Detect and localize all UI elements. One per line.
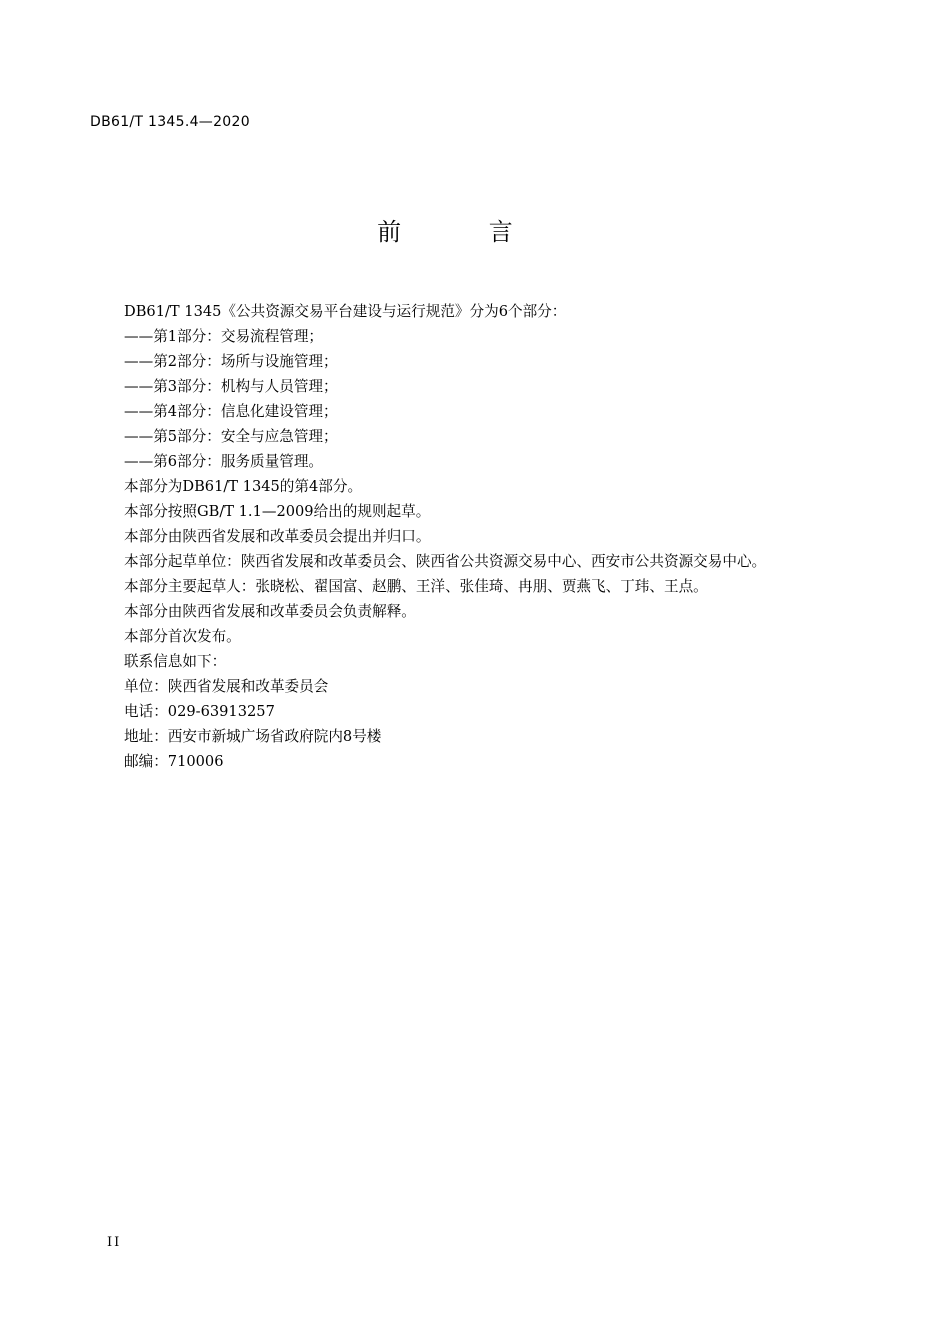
preface-title: 前 言 (377, 218, 553, 246)
paragraph-line: 本部分为DB61/T 1345的第4部分。 (124, 478, 363, 495)
page-number: II (107, 1235, 122, 1250)
paragraph-line: 本部分首次发布。 (124, 628, 241, 645)
paragraph-line: 地址：西安市新城广场省政府院内8号楼 (124, 728, 382, 745)
paragraph-line: 电话：029-63913257 (124, 703, 275, 720)
paragraph-line: 邮编：710006 (124, 753, 224, 770)
paragraph-line: DB61/T 1345《公共资源交易平台建设与运行规范》分为6个部分： (124, 303, 567, 320)
paragraph-line: 联系信息如下： (124, 653, 227, 670)
paragraph-line: ——第6部分：服务质量管理。 (124, 453, 324, 470)
standard-code: DB61/T 1345.4—2020 (90, 114, 250, 130)
preface-body (124, 299, 924, 774)
paragraph-line: ——第3部分：机构与人员管理； (124, 378, 338, 395)
paragraph-line: 本部分按照GB/T 1.1—2009给出的规则起草。 (124, 503, 431, 520)
paragraph-line: ——第4部分：信息化建设管理； (124, 403, 338, 420)
paragraph-line: ——第2部分：场所与设施管理； (124, 353, 338, 370)
paragraph-line: 本部分起草单位：陕西省发展和改革委员会、陕西省公共资源交易中心、西安市公共资源交易中心。 (124, 553, 767, 570)
paragraph-line: 本部分由陕西省发展和改革委员会负责解释。 (124, 603, 416, 620)
paragraph-line: 本部分由陕西省发展和改革委员会提出并归口。 (124, 528, 431, 545)
paragraph-line: ——第5部分：安全与应急管理； (124, 428, 338, 445)
paragraph-line: 单位：陕西省发展和改革委员会 (124, 678, 329, 695)
paragraph-line: 本部分主要起草人：张晓松、翟国富、赵鹏、王洋、张佳琦、冉朋、贾燕飞、丁玮、王点。 (124, 578, 708, 595)
paragraph-line: ——第1部分：交易流程管理； (124, 328, 324, 345)
